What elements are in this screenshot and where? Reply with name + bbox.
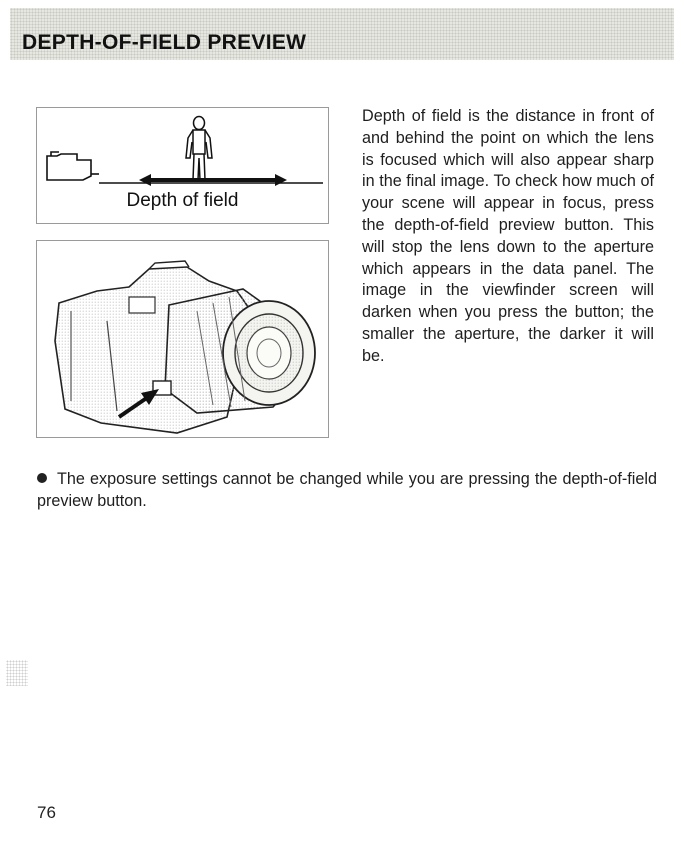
depth-of-field-diagram	[36, 107, 329, 224]
camera-lens-icon	[165, 289, 315, 413]
note-text: The exposure settings cannot be changed while you are pressing the depth-of-field preview button.	[37, 470, 657, 510]
depth-of-field-label: Depth of field	[126, 190, 239, 211]
page-title: DEPTH-OF-FIELD PREVIEW	[22, 31, 307, 54]
page-number: 76	[37, 803, 56, 822]
camera-outline-icon	[47, 152, 99, 180]
camera-drawing	[37, 241, 328, 437]
depth-of-field-illustration	[37, 108, 328, 188]
arrow-right-icon	[275, 174, 287, 186]
person-figure-icon	[186, 117, 212, 181]
note-paragraph	[37, 468, 657, 512]
scan-speck	[6, 660, 28, 686]
camera-illustration	[36, 240, 329, 438]
bullet-icon	[37, 473, 47, 483]
body-paragraph: Depth of field is the distance in front of and behind the point on which the lens is focused which will also appear sharp in the final image. To check how much of your scene will appear in focus, press the depth-of-field preview button. This will stop the lens down to the aperture which appears in the data panel. The image in the viewfinder screen will darken when you press the button; the smaller the aperture, the darker it will be.	[362, 107, 654, 365]
arrow-left-icon	[139, 174, 151, 186]
